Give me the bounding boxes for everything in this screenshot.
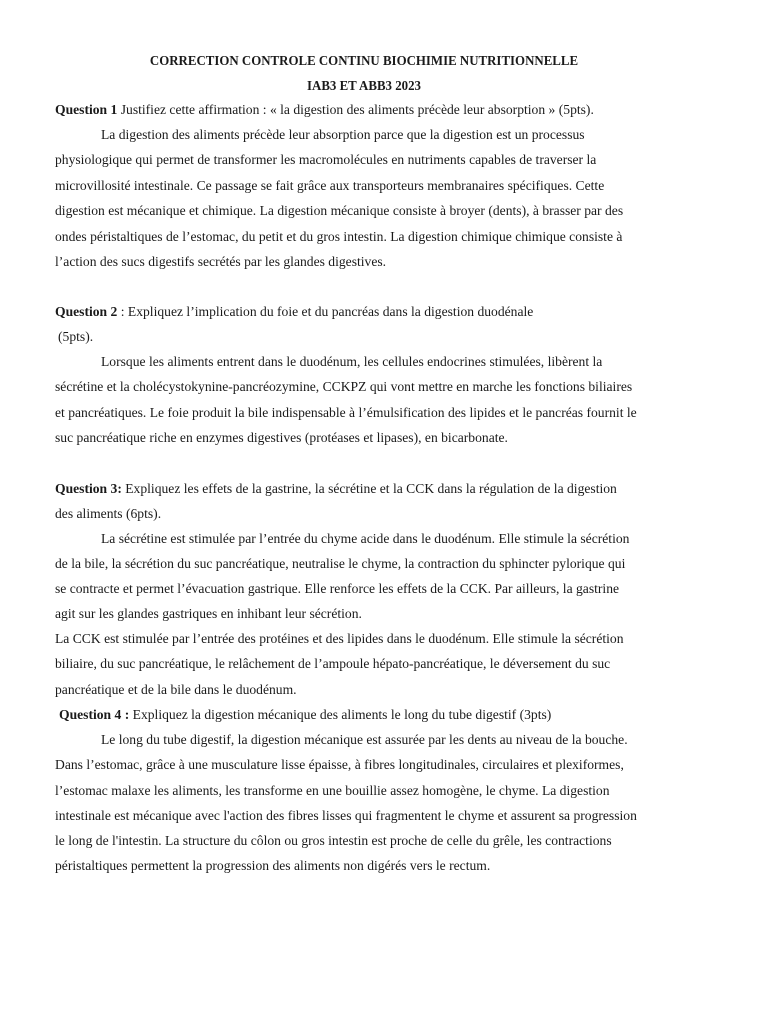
answer-4-line: intestinale est mécanique avec l'action des fibres lisses qui fragmentent le chyme et assurent sa progression bbox=[55, 808, 637, 823]
document-subtitle: IAB3 ET ABB3 2023 bbox=[307, 78, 421, 93]
question-4-label: Question 4 : bbox=[59, 707, 130, 722]
answer-3-line: La sécrétine est stimulée par l’entrée du chyme acide dans le duodénum. Elle stimule la sécrétion bbox=[101, 531, 630, 546]
question-2-points: (5pts). bbox=[58, 329, 94, 344]
answer-1-line: digestion est mécanique et chimique. La digestion mécanique consiste à broyer (dents), à brasser par des bbox=[55, 203, 624, 218]
answer-1-line: microvillosité intestinale. Ce passage se fait grâce aux transporteurs membranaires spécifiques. Cette bbox=[55, 178, 605, 193]
answer-3-line: pancréatique et de la bile dans le duodénum. bbox=[55, 682, 297, 697]
question-2-label: Question 2 bbox=[55, 304, 118, 319]
question-1-prompt: Justifiez cette affirmation : « la digestion des aliments précède leur absorption » (5pts). bbox=[117, 102, 594, 117]
question-2-heading bbox=[55, 304, 533, 320]
question-1-label: Question 1 bbox=[55, 102, 118, 117]
answer-4-line: le long de l'intestin. La structure du côlon ou gros intestin est proche de celle du grêle, les contractions bbox=[55, 833, 612, 848]
question-3-label: Question 3: bbox=[55, 481, 122, 496]
answer-2-line: et pancréatiques. Le foie produit la bile indispensable à l’émulsification des lipides et le pancréas fournit le bbox=[55, 405, 637, 420]
answer-2-line: Lorsque les aliments entrent dans le duodénum, les cellules endocrines stimulées, libèrent la bbox=[101, 354, 603, 369]
question-3-heading bbox=[55, 481, 617, 497]
question-3-points: des aliments (6pts). bbox=[55, 506, 162, 521]
answer-4-line: Dans l’estomac, grâce à une musculature lisse épaisse, à fibres longitudinales, circulaires et plexiformes, bbox=[55, 757, 624, 772]
answer-3-line: se contracte et permet l’évacuation gastrique. Elle renforce les effets de la CCK. Par ailleurs, la gastrine bbox=[55, 581, 620, 596]
document-title: CORRECTION CONTROLE CONTINU BIOCHIMIE NUTRITIONNELLE bbox=[149, 53, 579, 68]
question-4-prompt: Expliquez la digestion mécanique des aliments le long du tube digestif (3pts) bbox=[129, 707, 552, 722]
answer-3-line: agit sur les glandes gastriques en inhibant leur sécrétion. bbox=[55, 606, 362, 621]
answer-4-line: l’estomac malaxe les aliments, les transforme en une bouillie assez homogène, le chyme. La digestion bbox=[55, 783, 610, 798]
answer-1-line: La digestion des aliments précède leur absorption parce que la digestion est un processus bbox=[101, 127, 585, 142]
question-1-heading bbox=[55, 102, 594, 118]
answer-1-line: ondes péristaltiques de l’estomac, du petit et du gros intestin. La digestion chimique chimique consiste à bbox=[55, 229, 623, 244]
question-4-heading bbox=[59, 707, 551, 723]
answer-1-line: physiologique qui permet de transformer les macromolécules en nutriments capables de traverser la bbox=[55, 152, 597, 167]
answer-4-line: Le long du tube digestif, la digestion mécanique est assurée par les dents au niveau de la bouche. bbox=[101, 732, 628, 747]
answer-2-line: suc pancréatique riche en enzymes digestives (protéases et lipases), en bicarbonate. bbox=[55, 430, 508, 445]
answer-3-line: biliaire, du suc pancréatique, le relâchement de l’ampoule hépato-pancréatique, le déversement du suc bbox=[55, 656, 611, 671]
answer-3-line: La CCK est stimulée par l’entrée des protéines et des lipides dans le duodénum. Elle stimule la sécrétion bbox=[55, 631, 624, 646]
question-2-prompt: : Expliquez l’implication du foie et du pancréas dans la digestion duodénale bbox=[117, 304, 534, 319]
answer-2-line: sécrétine et la cholécystokynine-pancréozymine, CCKPZ qui vont mettre en marche les fonctions biliaires bbox=[55, 379, 633, 394]
answer-1-line: l’action des sucs digestifs secrétés par les glandes digestives. bbox=[55, 254, 387, 269]
answer-4-line: péristaltiques permettent la progression des aliments non digérés vers le rectum. bbox=[55, 858, 491, 873]
answer-3-line: de la bile, la sécrétion du suc pancréatique, neutralise le chyme, la contraction du sphincter pylorique qui bbox=[55, 556, 626, 571]
question-3-prompt: Expliquez les effets de la gastrine, la sécrétine et la CCK dans la régulation de la digestion bbox=[121, 481, 617, 496]
